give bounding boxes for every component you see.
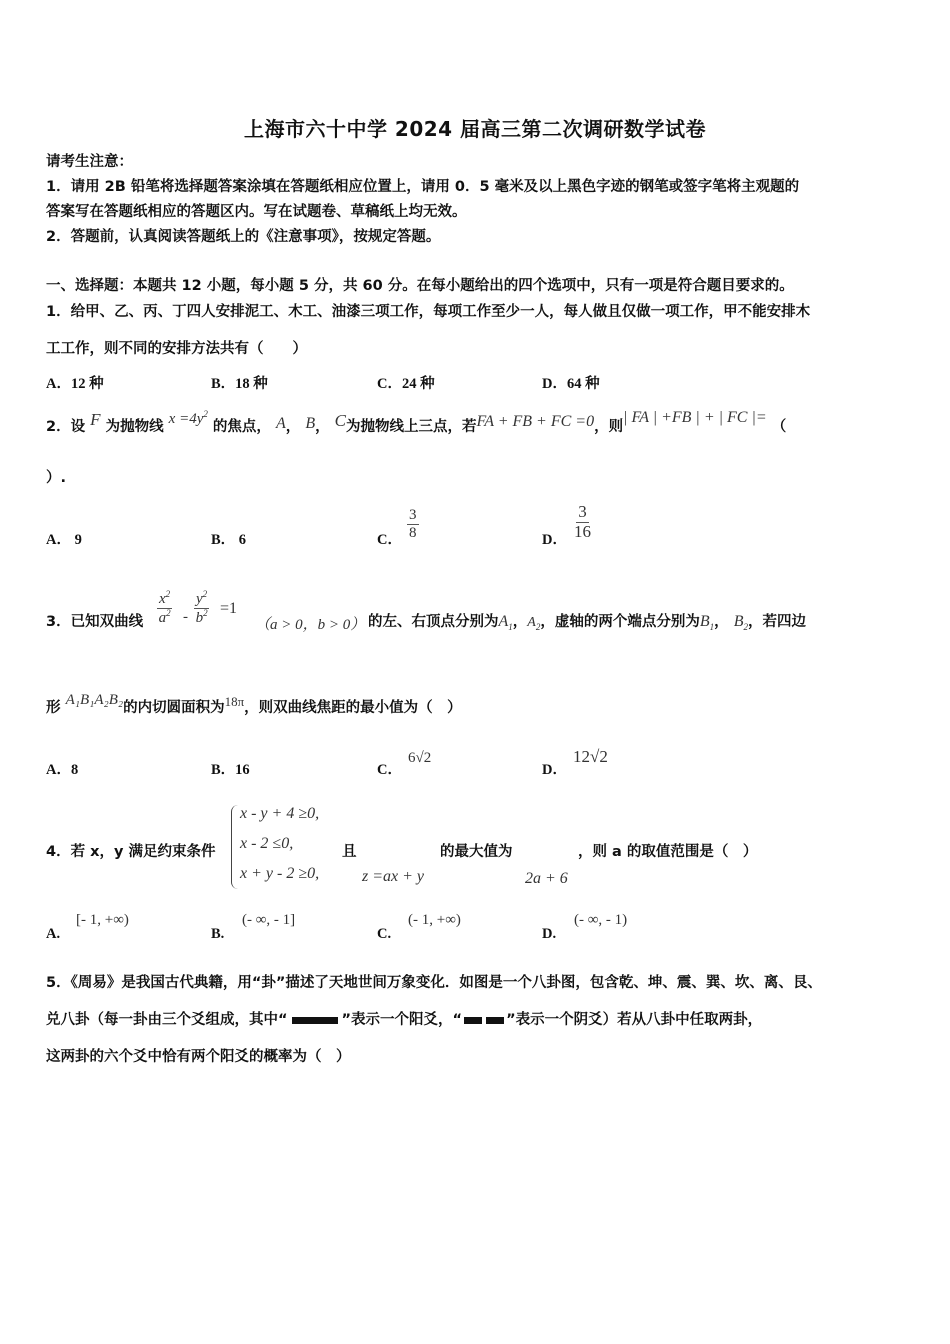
option-value: 6√2: [408, 750, 432, 766]
option-label: D．: [542, 762, 567, 778]
option-d[interactable]: [542, 758, 567, 779]
yin-line-icon: [486, 1017, 504, 1024]
notice-item: 答案写在答题纸相应的答题区内。写在试题卷、草稿纸上均无效。: [46, 204, 467, 220]
option-b[interactable]: [211, 372, 268, 393]
math-sub: 2: [743, 622, 748, 633]
notice-heading: 请考生注意：: [46, 154, 133, 170]
math-quadrilateral: A₁B₁A₂B₂: [65, 692, 124, 708]
text: ，: [512, 614, 528, 630]
option-c[interactable]: [377, 926, 391, 943]
option-value: 16: [235, 762, 250, 778]
math-y2-over-b2: [194, 590, 209, 626]
math-abs-expr: | FA | +FB | + | FC |=: [623, 409, 767, 426]
option-value: 12 种: [70, 376, 104, 392]
numerator: 3: [578, 502, 587, 521]
constraint-1: x - y + 4 ≥0,: [240, 805, 320, 822]
text: （: [771, 419, 787, 435]
text: ，则双曲线焦距的最小值为（ ）: [244, 700, 462, 716]
option-value: (- ∞, - 1): [574, 912, 628, 928]
option-value: 6: [238, 532, 247, 548]
math-eq-1: =1: [220, 600, 238, 617]
option-label: A.: [46, 926, 61, 942]
math-x2-over-a2: [157, 590, 172, 626]
option-value: (- 1, +∞): [408, 912, 461, 928]
math: A: [498, 613, 509, 630]
option-label: C．: [377, 376, 402, 392]
question-text: 5．《周易》是我国古代典籍，用“卦”描述了天地世间万象变化．如图是一个八卦图，包含乾、坤、震、巽、坎、离、艮、: [46, 975, 822, 991]
text: 形: [46, 700, 61, 716]
math: b: [195, 609, 204, 626]
text: 的左、右顶点分别为: [368, 614, 499, 630]
text: 兑八卦（每一卦由三个爻组成，其中“: [46, 1012, 288, 1028]
text: 的焦点，: [212, 419, 271, 435]
math-exp: 2: [203, 409, 208, 419]
math-sub: 1: [508, 622, 513, 633]
option-label: A．: [46, 762, 71, 778]
notice-item: 2．答题前，认真阅读答题纸上的《注意事项》，按规定答题。: [46, 229, 441, 245]
numerator: 3: [409, 507, 417, 523]
option-value: 8: [70, 762, 79, 778]
option-value: 9: [74, 532, 82, 548]
option-label: A．: [46, 532, 71, 548]
math-area: 18π: [224, 694, 245, 709]
denominator: 8: [409, 524, 417, 541]
text: 2．设: [46, 419, 86, 435]
question-text: 4．若 x，y 满足约束条件: [46, 844, 216, 860]
question-text: [46, 692, 462, 718]
question-text: ，则 a 的取值范围是（ ）: [578, 844, 758, 860]
text: ，: [714, 614, 729, 630]
math: A: [527, 615, 536, 630]
option-label: D．: [542, 376, 567, 392]
option-label: D.: [542, 926, 557, 942]
math: x =4y: [168, 411, 204, 427]
math-sub: 2: [535, 621, 541, 632]
option-a[interactable]: [46, 758, 78, 779]
math-exp: 2: [202, 589, 208, 599]
question-text: 3．已知双曲线: [46, 614, 144, 630]
option-c[interactable]: [377, 372, 435, 393]
text: ”表示一个阳爻，“: [341, 1012, 463, 1028]
math: x: [159, 591, 166, 607]
math-condition: （a > 0，b > 0）: [255, 617, 366, 633]
text: 为抛物线上三点，若: [346, 419, 477, 435]
brace: [231, 805, 238, 889]
math-vector-eq: FA + FB + FC =0: [476, 413, 595, 430]
option-d[interactable]: [542, 372, 600, 393]
yin-line-icon: [464, 1017, 482, 1024]
question-text: [46, 1010, 762, 1030]
yang-line-icon: [292, 1017, 338, 1024]
fraction-3-16: [574, 503, 591, 541]
option-label: B．: [211, 376, 236, 392]
option-d[interactable]: [542, 926, 556, 943]
option-value: 24 种: [401, 376, 435, 392]
question-text: 这两卦的六个爻中恰有两个阳爻的概率为（ ）: [46, 1049, 351, 1065]
question-text: [46, 409, 787, 437]
math-sub: 1: [709, 622, 715, 633]
math: a: [158, 609, 167, 626]
text: ，: [285, 419, 301, 435]
option-b[interactable]: [211, 926, 224, 943]
question-text: 工工作，则不同的安排方法共有（ ）: [46, 341, 307, 357]
option-c[interactable]: [377, 528, 402, 549]
text: ，: [315, 419, 330, 435]
option-d[interactable]: [542, 528, 567, 549]
constraint-2: x - 2 ≤0,: [240, 835, 294, 852]
question-text: [368, 612, 806, 637]
math: B: [733, 613, 744, 630]
math: y: [196, 591, 203, 607]
section-heading: 一、选择题：本题共 12 小题，每小题 5 分，共 60 分。在每小题给出的四个选项中，只有一项是符合题目要求的。: [46, 278, 794, 294]
notice-item: 1．请用 2B 铅笔将选择题答案涂填在答题纸相应位置上，请用 0．5 毫米及以上黑色字迹的钢笔或签字笔将主观题的: [46, 179, 800, 195]
math-minus: -: [183, 609, 188, 625]
question-text: 且: [342, 844, 357, 860]
option-b[interactable]: [211, 758, 250, 779]
question-text: ）.: [46, 470, 67, 486]
option-b[interactable]: [211, 528, 246, 549]
page-title: 上海市六十中学 2024 届高三第二次调研数学试卷: [243, 117, 707, 141]
option-label: C．: [377, 762, 402, 778]
option-a[interactable]: [46, 528, 82, 549]
denominator: 16: [574, 521, 591, 541]
option-label: D．: [542, 532, 567, 548]
text: 的内切圆面积为: [123, 700, 225, 716]
option-label: C.: [377, 926, 392, 942]
option-value: 12√2: [573, 747, 608, 766]
option-label: B．: [211, 762, 236, 778]
text: ”表示一个阴爻）若从八卦中任取两卦，: [506, 1012, 763, 1028]
option-value: 18 种: [235, 376, 268, 392]
option-value: 64 种: [566, 376, 600, 392]
question-text: 1．给甲、乙、丙、丁四人安排泥工、木工、油漆三项工作，每项工作至少一人，每人做且仅做一项工作，甲不能安排木: [46, 304, 811, 320]
option-c[interactable]: [377, 758, 402, 779]
option-a[interactable]: [46, 372, 104, 393]
math-b: B: [305, 415, 316, 432]
option-label: A．: [46, 376, 71, 392]
constraint-3: x + y - 2 ≥0,: [240, 865, 320, 882]
math-objective: z =ax + y: [362, 868, 425, 885]
math-parabola: [169, 411, 208, 427]
text: ，则: [594, 419, 624, 435]
math: B: [699, 613, 710, 630]
math-exp: 2: [166, 607, 171, 618]
text: ，虚轴的两个端点分别为: [540, 614, 700, 630]
option-label: B.: [211, 926, 225, 942]
option-label: C．: [377, 532, 402, 548]
text: 为抛物线: [105, 419, 164, 435]
question-text: 的最大值为: [440, 844, 513, 860]
math-exp: 2: [165, 589, 171, 599]
math-f: F: [90, 410, 101, 429]
option-value: (- ∞, - 1]: [242, 912, 296, 928]
option-value: [- 1, +∞): [76, 912, 129, 928]
option-a[interactable]: [46, 926, 60, 943]
text: ，若四边: [747, 614, 806, 630]
math-max-value: 2a + 6: [525, 870, 568, 887]
fraction-3-8: [407, 507, 419, 541]
math-c: C: [334, 411, 347, 430]
option-label: B．: [211, 532, 236, 548]
math-exp: 2: [203, 607, 208, 618]
math-a: A: [275, 415, 286, 432]
